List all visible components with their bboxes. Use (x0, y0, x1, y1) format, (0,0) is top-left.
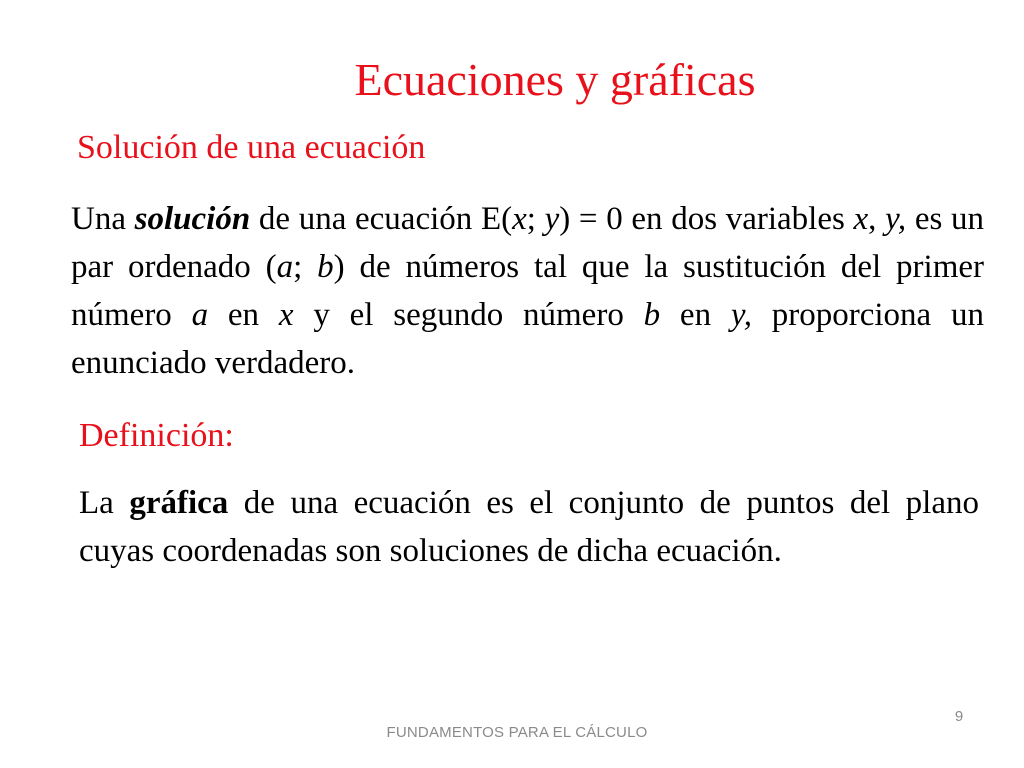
term-grafica: gráfica (129, 485, 229, 521)
section-heading-solution: Solución de una ecuación (77, 129, 426, 166)
var-b: b (317, 249, 334, 285)
term-solucion: solución (134, 201, 251, 237)
slide-footer: FUNDAMENTOS PARA EL CÁLCULO (386, 724, 648, 741)
text-run: de una ecuación es el conjunto de puntos del plano cuyas coordenadas son soluciones de dicha ecuación. (79, 485, 979, 569)
text-run: de una ecuación E( (250, 201, 513, 237)
text-run: ) = 0 en dos variables (559, 201, 854, 237)
var-y: y (544, 201, 560, 237)
var-a: a (191, 297, 209, 333)
graph-definition-paragraph (79, 479, 979, 575)
text-run: Una (71, 201, 135, 237)
text-run: ; (293, 249, 318, 285)
var-a: a (276, 249, 294, 285)
var-x: x (853, 201, 869, 237)
text-run: , (868, 201, 886, 237)
var-y: y, (885, 201, 907, 237)
text-run: en (208, 297, 279, 333)
text-run: en (660, 297, 731, 333)
text-run: y el segundo número (293, 297, 644, 333)
var-x: x (512, 201, 527, 237)
text-run: La (79, 485, 130, 521)
var-b: b (643, 297, 661, 333)
text-run: ) de números tal que la sustitución del primer número (71, 249, 984, 333)
section-heading-definition: Definición: (79, 417, 234, 454)
text-run: es un par ordenado ( (71, 201, 985, 285)
page-number: 9 (954, 708, 964, 725)
var-y: y, (730, 297, 752, 333)
solution-definition-paragraph (71, 195, 984, 387)
text-run: proporciona un enunciado verdadero. (71, 297, 984, 381)
text-run: ; (526, 201, 545, 237)
slide-title: Ecuaciones y gráficas (354, 54, 756, 105)
var-x: x (278, 297, 294, 333)
